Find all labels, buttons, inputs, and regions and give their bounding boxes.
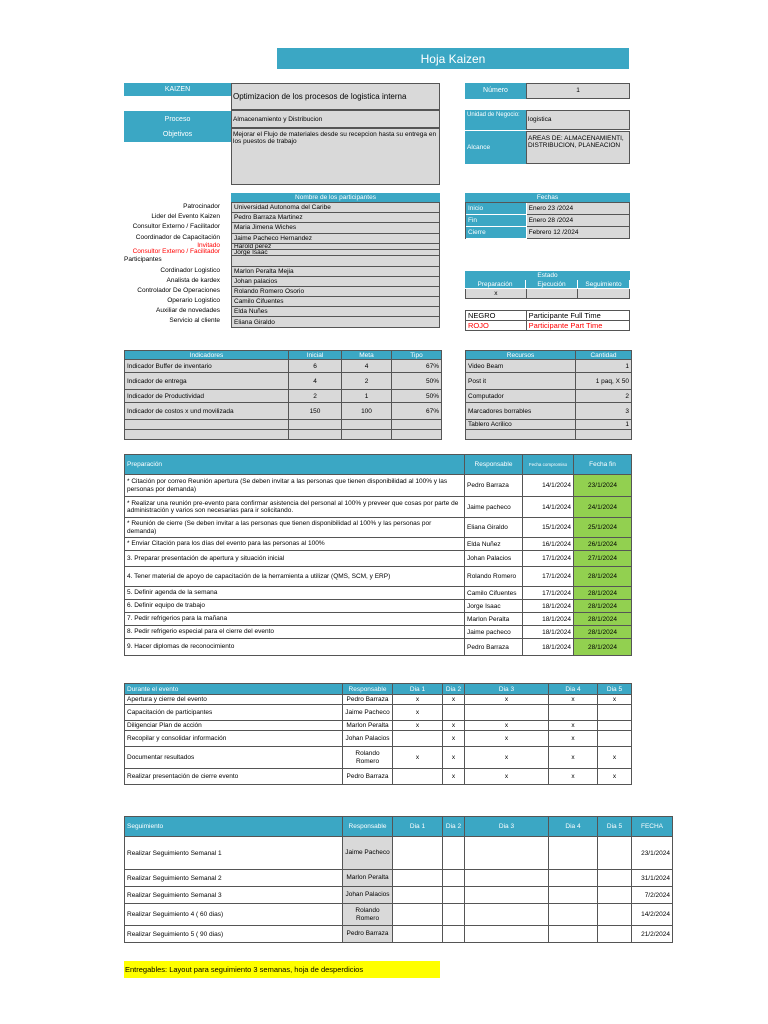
prep-task: 6. Definir equipo de trabajo: [125, 600, 465, 613]
followup-day-cell: [598, 887, 632, 904]
indicator-name: [125, 420, 289, 430]
followup-day-cell: [598, 837, 632, 870]
participant-role: Coordinador de Capacitación: [135, 233, 220, 241]
event-col: Responsable: [343, 684, 393, 695]
estado-value-2: [578, 289, 630, 299]
followup-day-cell: [549, 887, 598, 904]
event-row: [125, 721, 632, 731]
prep-fecha-fin: 26/1/2024: [574, 538, 632, 551]
indicator-meta: [342, 430, 392, 440]
fechas-table: [465, 193, 630, 239]
followup-fecha: 23/1/2024: [632, 837, 673, 870]
event-day-mark: [598, 705, 632, 721]
indicator-row: [125, 390, 442, 403]
proceso-label: Proceso: [124, 111, 231, 128]
resource-name: Tablero Acrilico: [466, 420, 576, 430]
event-day-mark: [549, 705, 598, 721]
event-day-mark: x: [549, 747, 598, 769]
prep-task: * Enviar Citación para los días del evento para las personas al 100%: [125, 538, 465, 551]
participant-role: Servicio al cliente: [169, 317, 220, 325]
event-day-mark: [465, 705, 549, 721]
followup-day-cell: [443, 870, 465, 887]
prep-fecha-compromiso: 17/1/2024: [523, 551, 574, 567]
fecha-label: Cierre: [466, 227, 527, 239]
resource-name: Marcadores borrables: [466, 403, 576, 420]
kaizen-value: Optimizacion de los procesos de logistica interna: [231, 83, 440, 110]
indicator-meta: 100: [342, 403, 392, 420]
followup-col: Dia 1: [393, 817, 443, 837]
followup-day-cell: [393, 926, 443, 943]
event-task: Diligenciar Plan de acción: [125, 721, 343, 731]
unidad-label: Unidad de Negocio:: [465, 110, 526, 130]
resource-qty: 1: [576, 420, 632, 430]
followup-row: [125, 904, 673, 926]
followup-day-cell: [465, 904, 549, 926]
followup-day-cell: [393, 837, 443, 870]
indicator-meta: 1: [342, 390, 392, 403]
followup-day-cell: [465, 926, 549, 943]
prep-responsable: Rolando Romero: [465, 567, 523, 587]
indicator-tipo: [392, 420, 442, 430]
prep-responsable: Jaime pacheco: [465, 626, 523, 639]
followup-day-cell: [549, 904, 598, 926]
prep-responsable: Camilo Cifuentes: [465, 587, 523, 600]
participant-role: Controlador De Operaciones: [137, 286, 220, 294]
followup-day-cell: [598, 870, 632, 887]
event-task: Documentar resultados: [125, 747, 343, 769]
followup-col: Responsable: [343, 817, 393, 837]
prep-fecha-compromiso: 14/1/2024: [523, 475, 574, 497]
indicator-name: Indicador Buffer de inventario: [125, 360, 289, 373]
estado-header: Estado: [465, 271, 630, 280]
indicator-meta: 4: [342, 360, 392, 373]
prep-row: [125, 497, 632, 518]
followup-fecha: 21/2/2024: [632, 926, 673, 943]
indicators-table: [124, 350, 442, 440]
followup-day-cell: [393, 870, 443, 887]
event-row: [125, 731, 632, 747]
fecha-label: Fin: [466, 215, 527, 227]
followup-col: Seguimiento: [125, 817, 343, 837]
prep-fecha-fin: 24/1/2024: [574, 497, 632, 518]
event-day-mark: x: [598, 769, 632, 785]
prep-fecha-compromiso: 18/1/2024: [523, 600, 574, 613]
prep-fecha-fin: 28/1/2024: [574, 587, 632, 600]
prep-responsable: Johan Palacios: [465, 551, 523, 567]
prep-fecha-compromiso: 18/1/2024: [523, 639, 574, 656]
estado-value-0: x: [466, 289, 527, 299]
participant-role: Lider del Evento Kaizen: [151, 213, 220, 221]
resource-row: [466, 403, 632, 420]
kaizen-label: KAIZEN: [124, 83, 231, 96]
participant-name: Marlon Peralta Mejia: [232, 267, 440, 277]
resource-row: [466, 430, 632, 440]
event-day-mark: x: [549, 769, 598, 785]
resources-col-name: Recursos: [466, 351, 576, 360]
prep-col-fin: Fecha fin: [574, 455, 632, 475]
followup-responsable: Jaime Pacheco: [343, 837, 393, 870]
indicator-name: Indicador de entrega: [125, 373, 289, 390]
prep-row: [125, 600, 632, 613]
numero-value: 1: [526, 83, 630, 99]
indicator-row: [125, 360, 442, 373]
prep-task: 9. Hacer diplomas de reconocimiento: [125, 639, 465, 656]
indicator-name: [125, 430, 289, 440]
followup-task: Realizar Seguimiento Semanal 3: [125, 887, 343, 904]
resource-name: Computador: [466, 390, 576, 403]
prep-fecha-compromiso: 17/1/2024: [523, 587, 574, 600]
indicators-col-tipo: Tipo: [392, 351, 442, 360]
followup-fecha: 31/1/2024: [632, 870, 673, 887]
prep-fecha-fin: 28/1/2024: [574, 626, 632, 639]
followup-col: FECHA: [632, 817, 673, 837]
event-day-mark: x: [465, 695, 549, 705]
prep-row: [125, 567, 632, 587]
participants-header: Nombre de los participantes: [231, 193, 440, 202]
event-day-mark: [393, 731, 443, 747]
event-day-mark: x: [393, 747, 443, 769]
prep-responsable: Elda Nuñez: [465, 538, 523, 551]
objetivos-label: Objetivos: [124, 128, 231, 142]
indicator-row: [125, 373, 442, 390]
followup-col: Dia 5: [598, 817, 632, 837]
resource-row: [466, 420, 632, 430]
prep-responsable: Jaime pacheco: [465, 497, 523, 518]
estado-value-1: [527, 289, 579, 299]
resource-qty: [576, 430, 632, 440]
alcance-label: Alcance: [465, 131, 526, 164]
objetivos-value: Mejorar el Flujo de materiales desde su recepcion hasta su entrega en los puestos de trabajo: [231, 128, 440, 185]
resource-qty: 1 paq, X 50: [576, 373, 632, 390]
participant-name: Elda Nuñes: [232, 307, 440, 317]
prep-row: [125, 587, 632, 600]
event-row: [125, 705, 632, 721]
followup-day-cell: [598, 926, 632, 943]
prep-responsable: Marlon Peralta: [465, 613, 523, 626]
indicator-tipo: 50%: [392, 390, 442, 403]
legend: [465, 310, 630, 331]
followup-row: [125, 870, 673, 887]
event-col: Dia 1: [393, 684, 443, 695]
prep-row: [125, 639, 632, 656]
followup-day-cell: [443, 926, 465, 943]
resource-qty: 2: [576, 390, 632, 403]
event-task: Recopilar y consolidar información: [125, 731, 343, 747]
indicator-meta: 2: [342, 373, 392, 390]
followup-col: Dia 2: [443, 817, 465, 837]
prep-responsable: Pedro Barraza: [465, 475, 523, 497]
indicator-inicial: [289, 420, 342, 430]
followup-col: Dia 4: [549, 817, 598, 837]
participant-role: Participantes: [124, 256, 162, 264]
event-task: Capacitación de participantes: [125, 705, 343, 721]
event-task: Apertura y cierre del evento: [125, 695, 343, 705]
prep-fecha-compromiso: 18/1/2024: [523, 626, 574, 639]
prep-fecha-fin: 28/1/2024: [574, 639, 632, 656]
prep-task: * Reunión de cierre (Se deben invitar a las personas que tienen disponibilidad al 100% y las personas por demanda): [125, 518, 465, 538]
participants-roles: [100, 202, 230, 327]
prep-fecha-fin: 28/1/2024: [574, 567, 632, 587]
resource-name: [466, 430, 576, 440]
event-day-mark: x: [443, 695, 465, 705]
prep-fecha-fin: 23/1/2024: [574, 475, 632, 497]
event-day-mark: x: [549, 721, 598, 731]
indicator-row: [125, 420, 442, 430]
event-day-mark: [393, 769, 443, 785]
event-responsable: Johan Palacios: [343, 731, 393, 747]
prep-fecha-compromiso: 15/1/2024: [523, 518, 574, 538]
followup-day-cell: [549, 837, 598, 870]
indicator-inicial: 6: [289, 360, 342, 373]
participant-name: Johan palacios: [232, 277, 440, 287]
prep-fecha-compromiso: 17/1/2024: [523, 567, 574, 587]
prep-fecha-compromiso: 16/1/2024: [523, 538, 574, 551]
fecha-value: Enero 28 /2024: [527, 215, 630, 227]
prep-fecha-fin: 27/1/2024: [574, 551, 632, 567]
prep-responsable: Pedro Barraza: [465, 639, 523, 656]
event-day-mark: x: [598, 695, 632, 705]
participant-name: Jaime Pacheco Hernandez: [232, 234, 440, 244]
followup-day-cell: [443, 904, 465, 926]
participant-name: [232, 256, 440, 266]
followup-fecha: 14/2/2024: [632, 904, 673, 926]
followup-responsable: Marlon Peralta: [343, 870, 393, 887]
event-day-mark: x: [393, 705, 443, 721]
followup-day-cell: [465, 870, 549, 887]
followup-responsable: Johan Palacios: [343, 887, 393, 904]
followup-table: [124, 816, 673, 943]
prep-fecha-fin: 25/1/2024: [574, 518, 632, 538]
participant-name: Camilo Cifuentes: [232, 297, 440, 307]
prep-fecha-compromiso: 18/1/2024: [523, 613, 574, 626]
followup-fecha: 7/2/2024: [632, 887, 673, 904]
participant-name: Harold perez: [232, 244, 440, 250]
event-row: [125, 747, 632, 769]
event-responsable: Jaime Pacheco: [343, 705, 393, 721]
event-responsable: Rolando Romero: [343, 747, 393, 769]
fechas-header: Fechas: [465, 193, 630, 202]
prep-col-resp: Responsable: [465, 455, 523, 475]
resources-table: [465, 350, 632, 440]
prep-task: 8. Pedir refrigerio especial para el cierre del evento: [125, 626, 465, 639]
followup-day-cell: [393, 904, 443, 926]
prep-task: * Realizar una reunión pre-evento para confirmar asistencia del personal al 100% y preveer que cosas por parte de administración y varios son necesarias para ir solicitando.: [125, 497, 465, 518]
followup-task: Realizar Seguimiento 4 ( 60 dias): [125, 904, 343, 926]
prep-fecha-fin: 28/1/2024: [574, 600, 632, 613]
preparation-table: [124, 454, 632, 656]
prep-row: [125, 475, 632, 497]
prep-task: 7. Pedir refrigerios para la mañana: [125, 613, 465, 626]
fecha-value: Febrero 12 /2024: [527, 227, 630, 239]
event-row: [125, 695, 632, 705]
event-col: Dia 3: [465, 684, 549, 695]
legend-key-red: ROJO: [466, 321, 527, 331]
indicator-row: [125, 430, 442, 440]
event-col: Dia 5: [598, 684, 632, 695]
legend-desc-black: Participante Full Time: [527, 311, 630, 321]
prep-fecha-compromiso: 14/1/2024: [523, 497, 574, 518]
prep-col-task: Preparación: [125, 455, 465, 475]
resource-row: [466, 390, 632, 403]
event-day-mark: [598, 721, 632, 731]
event-col: Durante el evento: [125, 684, 343, 695]
followup-row: [125, 926, 673, 943]
unidad-value: logistica: [526, 110, 630, 130]
event-col: Dia 2: [443, 684, 465, 695]
resources-col-qty: Cantidad: [576, 351, 632, 360]
prep-responsable: Jorge Isaac: [465, 600, 523, 613]
event-task: Realizar presentación de cierre evento: [125, 769, 343, 785]
indicator-row: [125, 403, 442, 420]
followup-task: Realizar Seguimiento Semanal 2: [125, 870, 343, 887]
legend-key-black: NEGRO: [466, 311, 527, 321]
participant-name: Maria Jimena Wiches: [232, 223, 440, 233]
prep-responsable: Eliana Giraldo: [465, 518, 523, 538]
event-day-mark: x: [549, 731, 598, 747]
participant-role: Patrocinador: [183, 203, 220, 210]
indicator-tipo: 50%: [392, 373, 442, 390]
indicator-inicial: 150: [289, 403, 342, 420]
resource-qty: 1: [576, 360, 632, 373]
participant-role: Analista de kardex: [166, 276, 220, 284]
indicators-col-inicial: Inicial: [289, 351, 342, 360]
event-col: Dia 4: [549, 684, 598, 695]
event-responsable: Marlon Peralta: [343, 721, 393, 731]
followup-day-cell: [549, 926, 598, 943]
prep-row: [125, 613, 632, 626]
prep-fecha-fin: 28/1/2024: [574, 613, 632, 626]
fecha-label: Inicio: [466, 203, 527, 215]
followup-col: Dia 3: [465, 817, 549, 837]
indicator-name: Indicador de Productividad: [125, 390, 289, 403]
participant-role: Consultor Externo / Facilitador: [132, 248, 220, 256]
participant-role: Cordinador Logistico: [160, 266, 220, 274]
fecha-value: Enero 23 /2024: [527, 203, 630, 215]
participants-table: [231, 193, 440, 328]
prep-col-comp: Fecha compromiso: [523, 455, 574, 475]
event-row: [125, 769, 632, 785]
followup-day-cell: [465, 887, 549, 904]
participant-role: Operario Logistico: [167, 297, 220, 305]
estado-table: [465, 271, 630, 299]
followup-day-cell: [598, 904, 632, 926]
event-day-mark: x: [465, 721, 549, 731]
indicator-inicial: 2: [289, 390, 342, 403]
event-day-mark: x: [443, 769, 465, 785]
prep-row: [125, 518, 632, 538]
resource-row: [466, 373, 632, 390]
indicator-tipo: [392, 430, 442, 440]
event-responsable: Pedro Barraza: [343, 695, 393, 705]
followup-day-cell: [443, 837, 465, 870]
resource-name: Post it: [466, 373, 576, 390]
prep-task: 5. Definir agenda de la semana: [125, 587, 465, 600]
event-day-mark: x: [465, 747, 549, 769]
deliverables-note: Entregables: Layout para seguimiento 3 semanas, hoja de desperdicios: [124, 961, 440, 978]
followup-task: Realizar Seguimiento 5 ( 90 dias): [125, 926, 343, 943]
prep-task: 3. Preparar presentación de apertura y situación inicial: [125, 551, 465, 567]
estado-col-0: Preparación: [465, 280, 526, 289]
event-table: [124, 683, 632, 785]
indicators-col-meta: Meta: [342, 351, 392, 360]
participant-role: Auxiliar de novedades: [156, 307, 220, 315]
followup-task: Realizar Seguimiento Semanal 1: [125, 837, 343, 870]
page-title: Hoja Kaizen: [277, 48, 629, 69]
event-day-mark: x: [465, 731, 549, 747]
indicator-tipo: 67%: [392, 360, 442, 373]
followup-responsable: Pedro Barraza: [343, 926, 393, 943]
resource-row: [466, 360, 632, 373]
indicator-tipo: 67%: [392, 403, 442, 420]
indicator-meta: [342, 420, 392, 430]
alcance-value: AREAS DE: ALMACENAMIENTI, DISTRIBUCION, PLANEACION: [526, 131, 630, 164]
followup-day-cell: [465, 837, 549, 870]
legend-desc-red: Participante Part Time: [527, 321, 630, 331]
event-day-mark: x: [465, 769, 549, 785]
event-day-mark: x: [443, 721, 465, 731]
estado-col-2: Seguimiento: [578, 280, 630, 289]
proceso-value: Almacenamiento y Distribucion: [231, 110, 440, 128]
participant-role: Invitado: [197, 241, 220, 249]
participant-role: Consultor Externo / Facilitador: [132, 223, 220, 231]
prep-task: * Citación por correo Reunión apertura (Se deben invitar a las personas que tienen disponibilidad al 100% y las personas por demanda): [125, 475, 465, 497]
event-day-mark: [443, 705, 465, 721]
prep-row: [125, 538, 632, 551]
prep-row: [125, 626, 632, 639]
resource-qty: 3: [576, 403, 632, 420]
followup-row: [125, 837, 673, 870]
event-day-mark: x: [393, 695, 443, 705]
indicators-col-name: Indicadores: [125, 351, 289, 360]
event-day-mark: x: [443, 731, 465, 747]
followup-day-cell: [393, 887, 443, 904]
followup-row: [125, 887, 673, 904]
participant-name: Jorge Isaac: [232, 250, 440, 256]
event-responsable: Pedro Barraza: [343, 769, 393, 785]
participant-name: Eliana Giraldo: [232, 317, 440, 327]
prep-row: [125, 551, 632, 567]
prep-task: 4. Tener material de apoyo de capacitación de la herramienta a utilizar (QMS, SCM, y ERP): [125, 567, 465, 587]
event-day-mark: x: [549, 695, 598, 705]
estado-col-1: Ejecución: [526, 280, 578, 289]
numero-label: Número: [465, 83, 526, 99]
followup-day-cell: [443, 887, 465, 904]
event-day-mark: x: [393, 721, 443, 731]
followup-day-cell: [549, 870, 598, 887]
event-day-mark: x: [443, 747, 465, 769]
indicator-inicial: [289, 430, 342, 440]
participant-name: Rolando Romero Osorio: [232, 287, 440, 297]
participant-name: Pedro Barraza Martinez: [232, 213, 440, 223]
followup-responsable: Rolando Romero: [343, 904, 393, 926]
resource-name: Video Beam: [466, 360, 576, 373]
indicator-name: Indicador de costos x und movilizada: [125, 403, 289, 420]
event-day-mark: x: [598, 747, 632, 769]
participant-name: Universidad Autonoma del Caribe: [232, 203, 440, 213]
indicator-inicial: 4: [289, 373, 342, 390]
event-day-mark: [598, 731, 632, 747]
